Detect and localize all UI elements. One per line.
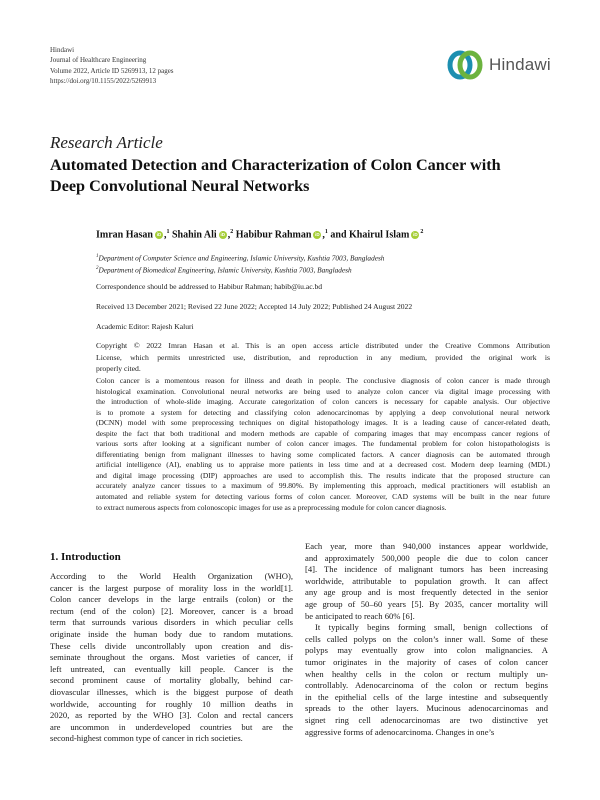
- copyright-notice: [96, 340, 550, 375]
- text-line: Colon cancer is a momentous reason for illness and death in people. The conclusive diagnosis of colon cancer is made through: [96, 376, 550, 385]
- text-line: Colon cancer develops in the large entrails (colon) or the: [50, 594, 293, 605]
- text-line: Each year, more than 940,000 instances appear worldwide,: [305, 541, 548, 551]
- text-line: second-highest common type of cancer in rich societies.: [50, 733, 243, 744]
- text-line: cancer is the largest purpose of morality loss in the world[1].: [50, 582, 293, 593]
- author-list: [96, 229, 423, 240]
- author-name[interactable]: Habibur Rahman: [235, 229, 312, 241]
- hindawi-rings-icon: [446, 49, 484, 81]
- right-column-text: [305, 541, 548, 738]
- affiliation-number: 2: [96, 265, 99, 271]
- affiliation-text: Department of Biomedical Engineering, Islamic University, Kushtia 7003, Bangladesh: [98, 265, 352, 275]
- text-line: is to promote a system for detecting and classifying colon adenocarcinomas by applying a deep convolutional neural network: [96, 407, 550, 417]
- text-line: any age group and is most frequently detected in the senior: [305, 587, 548, 598]
- journal-name: Journal of Healthcare Engineering: [50, 56, 147, 65]
- hindawi-logo: [446, 47, 556, 83]
- text-line: age group of 50–60 years [5]. By 2035, cancer mortality will: [305, 598, 548, 609]
- text-line: spreads to the other layers. Mucinous adenocarcinomas and: [305, 703, 548, 714]
- text-line: are uncommon in underdeveloped countries but are the: [50, 721, 293, 732]
- text-line: in the epithelial cells of the large intestine and subsequently: [305, 691, 548, 702]
- text-line: and digital image processing (DIP) approaches are used to accomplish this. The results indicate that the proposed structure can: [96, 470, 550, 480]
- orcid-icon[interactable]: iD: [156, 232, 162, 238]
- affiliation-number: 1: [96, 254, 99, 259]
- text-line: It typically begins forming small, benign collections of: [315, 622, 548, 633]
- orcid-icon[interactable]: iD: [220, 232, 225, 238]
- text-line: worldwide, attributable to population growth. It can affect: [305, 575, 548, 586]
- text-line: despite the fact that both traditional and modern methods are capable of comparing images that may encompass cancer regions of: [96, 428, 550, 438]
- article-title: [50, 155, 560, 197]
- text-line: signet ring cell adenocarcinomas are two distinctive yet: [305, 714, 548, 725]
- academic-editor: Academic Editor: Rajesh Kaluri: [96, 322, 194, 331]
- text-line: According to the World Health Organization (WHO),: [50, 571, 293, 581]
- text-line: properly cited.: [96, 364, 141, 374]
- orcid-icon[interactable]: iD: [413, 232, 418, 238]
- author-affiliation-number: 1: [324, 229, 328, 235]
- text-line: histological examination. Convolutional neural networks are being used to analyze colon cancer via digital image processing with: [96, 386, 550, 396]
- text-line: tumor originates in the majority of cases of colon cancer: [305, 656, 548, 667]
- text-line: originate inside the human body due to random mutations.: [50, 628, 293, 639]
- author-name[interactable]: Shahin Ali: [171, 229, 217, 241]
- text-line: to extract numerous aspects from colonoscopic images for use as a preprocessing module for colon cancer diagnosis.: [96, 502, 447, 512]
- text-line: polyps may eventually grow into colon malignancies. A: [305, 645, 548, 656]
- author-affiliation-number: 2: [420, 229, 424, 235]
- title-line: Deep Convolutional Neural Networks: [50, 177, 310, 195]
- orcid-icon[interactable]: iD: [315, 232, 320, 238]
- text-line: License, which permits unrestricted use, distribution, and reproduction in any medium, provided the original work is: [96, 352, 550, 362]
- comma: ,: [163, 229, 167, 241]
- text-line: be anticipated to reach 60% [6].: [305, 610, 415, 621]
- text-line: second prominent cause of mortality globally, behind car-: [50, 675, 293, 686]
- text-line: when healthy cells in the colon or rectum multiply un-: [305, 668, 548, 679]
- author-separator: and: [327, 229, 350, 241]
- text-line: and approximately 500,000 people die due to colon cancer: [305, 552, 548, 563]
- text-line: seminate throughout the organs. Most varieties of cancer, if: [50, 652, 293, 663]
- title-line: Automated Detection and Characterization of Colon Cancer with: [50, 156, 501, 174]
- text-line: automated and reliable system for detecting various forms of colon cancer. Moreover, CAD systems will be built in the near future: [96, 492, 550, 502]
- comma: ,: [322, 229, 325, 241]
- text-line: cells called polyps on the colon’s inner wall. Some of these: [305, 633, 548, 644]
- abstract: [96, 376, 550, 513]
- text-line: rectum (end of the colon) [2]. Moreover, cancer is a broad: [50, 605, 293, 616]
- volume-info: Volume 2022, Article ID 5269913, 12 pages: [50, 66, 174, 75]
- text-line: accurately analyze cancer tissues to a maximum of 99.80%. By implementing this approach, medical practitioners will establish an: [96, 481, 550, 491]
- author-affiliation-number: 1: [166, 229, 170, 235]
- affiliation-1: [96, 252, 384, 264]
- author-name[interactable]: Khairul Islam: [349, 229, 410, 241]
- text-line: term that surrounds various disorders in which peculiar cells: [50, 617, 293, 628]
- section-heading-introduction: 1. Introduction: [50, 551, 121, 563]
- left-column-text: [50, 571, 293, 745]
- text-line: These cells divide uncontrollably upon creation and dis-: [50, 640, 293, 651]
- author-affiliation-number: 2: [230, 229, 234, 235]
- text-line: various sorts after looking at a significant number of colon cancer images. The fundamental problem for colon histopathologists is: [96, 439, 550, 449]
- text-line: differentiating benign from malignant illnesses to having some complicated factors. A cancer diagnosis can be automated through: [96, 449, 550, 459]
- author-name[interactable]: Imran Hasan: [96, 229, 153, 241]
- text-line: artificial intelligence (AI), enabling us to appraise more patients in less time and at a decreased cost. Modern deep learning (MDL): [96, 460, 550, 470]
- publisher-name: Hindawi: [50, 46, 75, 54]
- affiliation-2: [96, 264, 384, 276]
- text-line: controllably. Adenocarcinoma of the colon or rectum begins: [305, 680, 548, 691]
- text-line: aggressive forms of adenocarcinoma. Changes in one’s: [305, 726, 495, 737]
- text-line: diovascular illnesses, which is the biggest purpose of death: [50, 686, 293, 697]
- text-line: left untreated, can eventually kill people. Cancer is the: [50, 663, 293, 674]
- affiliations: [96, 252, 384, 276]
- correspondence: Correspondence should be addressed to Habibur Rahman; habib@iu.ac.bd: [96, 282, 323, 291]
- text-line: [4]. The incidence of malignant tumors has been increasing: [305, 564, 548, 575]
- journal-meta: [50, 45, 174, 87]
- article-type: Research Article: [50, 133, 163, 152]
- text-line: Copyright © 2022 Imran Hasan et al. This is an open access article distributed under the Creative Commons Attribution: [96, 341, 550, 350]
- text-line: 2020, as reported by the WHO [3]. Colon and rectal cancers: [50, 710, 293, 721]
- publication-dates: Received 13 December 2021; Revised 22 June 2022; Accepted 14 July 2022; Published 24 August 2022: [96, 302, 413, 311]
- text-line: the introduction of whole-slide imaging. Accurate categorization of colon cancers is necessary for capable analysis. Our objective: [96, 397, 550, 407]
- text-line: (DCNN) model with some preprocessing techniques on digital histopathology images. It is a leading cause of cancer-related death,: [96, 418, 550, 428]
- comma: ,: [227, 229, 231, 241]
- affiliation-text: Department of Computer Science and Engineering, Islamic University, Kushtia 7003, Bangladesh: [98, 253, 385, 263]
- doi-link[interactable]: https://doi.org/10.1155/2022/5269913: [50, 77, 157, 86]
- text-line: worldwide, accounting for roughly 10 million deaths in: [50, 698, 293, 709]
- logo-text: Hindawi: [489, 55, 551, 74]
